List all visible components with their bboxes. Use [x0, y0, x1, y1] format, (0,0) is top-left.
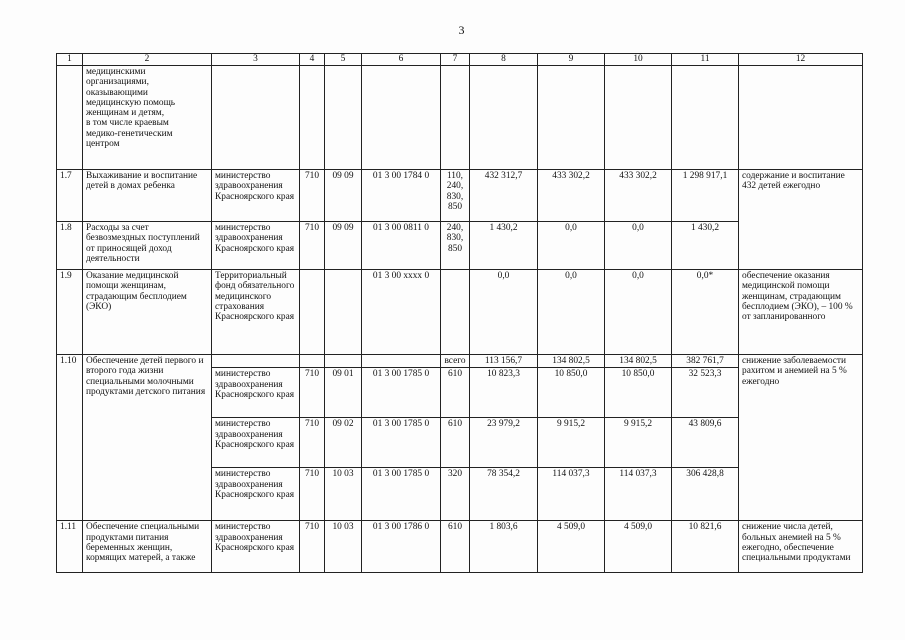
row-grbs: 710	[300, 222, 325, 270]
row-grbs: 710	[300, 368, 325, 418]
row-vr: всего	[441, 355, 470, 368]
row-name: Обеспечение детей первого и второго года жизни специальными молочными продуктами детского питания	[83, 355, 212, 521]
row-rzpr: 09 09	[325, 222, 362, 270]
row-year2: 10 850,0	[538, 368, 605, 418]
row-executor: министерство здравоохранения Красноярского края	[212, 170, 300, 222]
row-grbs: 710	[300, 418, 325, 468]
row-executor: министерство здравоохранения Красноярского края	[212, 368, 300, 418]
row-executor: министерство здравоохранения Красноярского края	[212, 521, 300, 573]
column-header: 6	[362, 54, 441, 66]
row-year1: 0,0	[470, 270, 538, 355]
column-header: 12	[739, 54, 863, 66]
row-rzpr: 09 09	[325, 170, 362, 222]
row-vr: 610	[441, 521, 470, 573]
row-number: 1.10	[57, 355, 83, 521]
row-total: 1 430,2	[672, 222, 739, 270]
row-number: 1.8	[57, 222, 83, 270]
row-year1: 78 354,2	[470, 468, 538, 521]
row-year3: 9 915,2	[605, 418, 672, 468]
row-vr: 610	[441, 418, 470, 468]
row-year1: 1 803,6	[470, 521, 538, 573]
column-header: 4	[300, 54, 325, 66]
row-grbs: 710	[300, 468, 325, 521]
row-csr: 01 3 00 1785 0	[362, 418, 441, 468]
row-grbs: 710	[300, 170, 325, 222]
row-csr: 01 3 00 1785 0	[362, 368, 441, 418]
row-total: 1 298 917,1	[672, 170, 739, 222]
table-row-carry	[57, 66, 863, 170]
row-result: снижение заболеваемости рахитом и анемией на 5 % ежегодно	[739, 355, 863, 521]
row-year3: 134 802,5	[605, 355, 672, 368]
row-result: снижение числа детей, больных анемией на 5 % ежегодно, обеспечение специальными продуктами	[739, 521, 863, 573]
table-row-1-7	[57, 170, 863, 222]
table-row-1-11	[57, 521, 863, 573]
row-year1: 113 156,7	[470, 355, 538, 368]
row-grbs: 710	[300, 521, 325, 573]
budget-table	[56, 53, 863, 573]
row-number: 1.11	[57, 521, 83, 573]
row-result: обеспечение оказания медицинской помощи женщинам, страдающим бесплодием (ЭКО), – 100 % от запланированного	[739, 270, 863, 355]
column-header: 5	[325, 54, 362, 66]
column-header: 11	[672, 54, 739, 66]
table-row-1-10-total	[57, 355, 863, 368]
row-executor: министерство здравоохранения Красноярского края	[212, 418, 300, 468]
row-name: Оказание медицинской помощи женщинам, страдающим бесплодием (ЭКО)	[83, 270, 212, 355]
row-csr: 01 3 00 1784 0	[362, 170, 441, 222]
row-name: Расходы за счет безвозмездных поступлений от приносящей доход деятельности	[83, 222, 212, 270]
column-header: 8	[470, 54, 538, 66]
row-vr: 610	[441, 368, 470, 418]
row-year2: 433 302,2	[538, 170, 605, 222]
row-executor: Территориальный фонд обязательного медицинского страхования Красноярского края	[212, 270, 300, 355]
column-header: 7	[441, 54, 470, 66]
column-header: 2	[83, 54, 212, 66]
column-header: 1	[57, 54, 83, 66]
row-executor: министерство здравоохранения Красноярского края	[212, 222, 300, 270]
row-result: содержание и воспитание 432 детей ежегодно	[739, 170, 863, 222]
row-year3: 0,0	[605, 270, 672, 355]
row-total: 10 821,6	[672, 521, 739, 573]
row-vr: 240, 830, 850	[441, 222, 470, 270]
row-year3: 433 302,2	[605, 170, 672, 222]
row-vr: 110, 240, 830, 850	[441, 170, 470, 222]
column-number-row	[57, 54, 863, 66]
row-number: 1.9	[57, 270, 83, 355]
row-year1: 432 312,7	[470, 170, 538, 222]
row-csr: 01 3 00 0811 0	[362, 222, 441, 270]
row-year3: 4 509,0	[605, 521, 672, 573]
row-csr: 01 3 00 1785 0	[362, 468, 441, 521]
row-total: 382 761,7	[672, 355, 739, 368]
row-csr: 01 3 00 1786 0	[362, 521, 441, 573]
row-year3: 0,0	[605, 222, 672, 270]
row-year2: 0,0	[538, 222, 605, 270]
row-rzpr: 10 03	[325, 521, 362, 573]
row-total: 0,0*	[672, 270, 739, 355]
row-name: Выхаживание и воспитание детей в домах ребенка	[83, 170, 212, 222]
row-total: 306 428,8	[672, 468, 739, 521]
column-header: 10	[605, 54, 672, 66]
row-year2: 9 915,2	[538, 418, 605, 468]
row-vr: 320	[441, 468, 470, 521]
table-row-1-8	[57, 222, 863, 270]
row-year1: 1 430,2	[470, 222, 538, 270]
row-year3: 114 037,3	[605, 468, 672, 521]
row-year1: 10 823,3	[470, 368, 538, 418]
page-number: 3	[458, 23, 465, 37]
row-year2: 114 037,3	[538, 468, 605, 521]
row-rzpr: 09 01	[325, 368, 362, 418]
row-number: 1.7	[57, 170, 83, 222]
carry-text: медицинскими организациями, оказывающими медицинскую помощь женщинам и детям, в том числе краевым медико-генетическим центром	[83, 66, 212, 170]
column-header: 3	[212, 54, 300, 66]
row-year2: 134 802,5	[538, 355, 605, 368]
table-row-1-9	[57, 270, 863, 355]
row-executor: министерство здравоохранения Красноярского края	[212, 468, 300, 521]
row-year2: 0,0	[538, 270, 605, 355]
row-csr: 01 3 00 хххх 0	[362, 270, 441, 355]
row-year1: 23 979,2	[470, 418, 538, 468]
row-rzpr: 09 02	[325, 418, 362, 468]
row-total: 32 523,3	[672, 368, 739, 418]
row-rzpr: 10 03	[325, 468, 362, 521]
row-year2: 4 509,0	[538, 521, 605, 573]
column-header: 9	[538, 54, 605, 66]
row-total: 43 809,6	[672, 418, 739, 468]
row-year3: 10 850,0	[605, 368, 672, 418]
row-name: Обеспечение специальными продуктами питания беременных женщин, кормящих матерей, а также	[83, 521, 212, 573]
